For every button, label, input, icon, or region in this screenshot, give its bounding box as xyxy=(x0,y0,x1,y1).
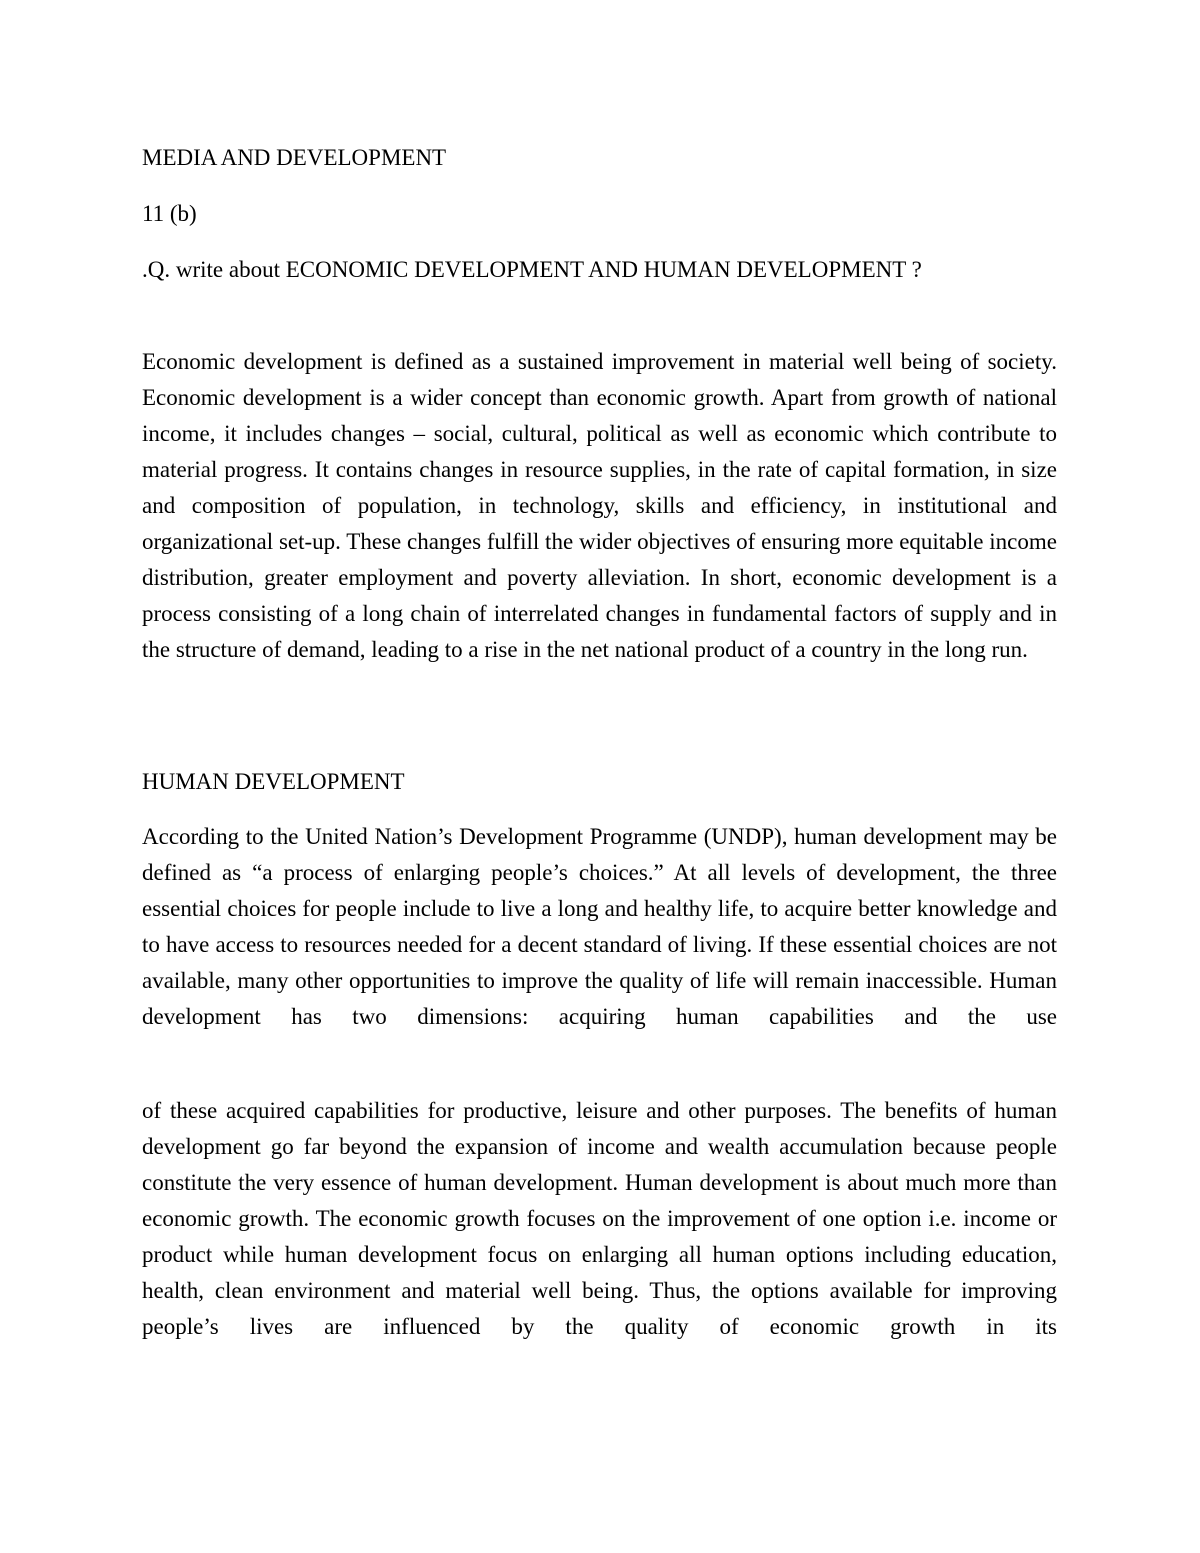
paragraph-economic-development: Economic development is defined as a sustained improvement in material well being of society. Economic development is a wider concept than economic growth. Apart from growth of national income, it includes changes – social, cultural, political as well as economic which contribute to material progress. It contains changes in resource supplies, in the rate of capital formation, in size and composition of population, in technology, skills and efficiency, in institutional and organizational set-up. These changes fulfill the wider objectives of ensuring more equitable income distribution, greater employment and poverty alleviation. In short, economic development is a process consisting of a long chain of interrelated changes in fundamental factors of supply and in the structure of demand, leading to a rise in the net national product of a country in the long run. xyxy=(142,349,1057,662)
paragraph-human-development-2: of these acquired capabilities for productive, leisure and other purposes. The benefits of human development go far beyond the expansion of income and wealth accumulation because people constitute the very essence of human development. Human development is about much more than economic growth. The economic growth focuses on the improvement of one option i.e. income or product while human development focus on enlarging all human options including education, health, clean environment and material well being. Thus, the options available for improving people’s lives are influenced by the quality of economic growth in its xyxy=(142,1098,1057,1339)
document-title: MEDIA AND DEVELOPMENT xyxy=(142,145,447,170)
heading-human-development: HUMAN DEVELOPMENT xyxy=(142,769,405,794)
question-text: .Q. write about ECONOMIC DEVELOPMENT AND HUMAN DEVELOPMENT ? xyxy=(142,257,922,282)
paragraph-human-development-1: According to the United Nation’s Development Programme (UNDP), human development may be defined as “a process of enlarging people’s choices.” At all levels of development, the three essential choices for people include to live a long and healthy life, to acquire better knowledge and to have access to resources needed for a decent standard of living. If these essential choices are not available, many other opportunities to improve the quality of life will remain inaccessible. Human development has two dimensions: acquiring human capabilities and the use xyxy=(142,824,1057,1029)
question-number: 11 (b) xyxy=(142,201,197,226)
